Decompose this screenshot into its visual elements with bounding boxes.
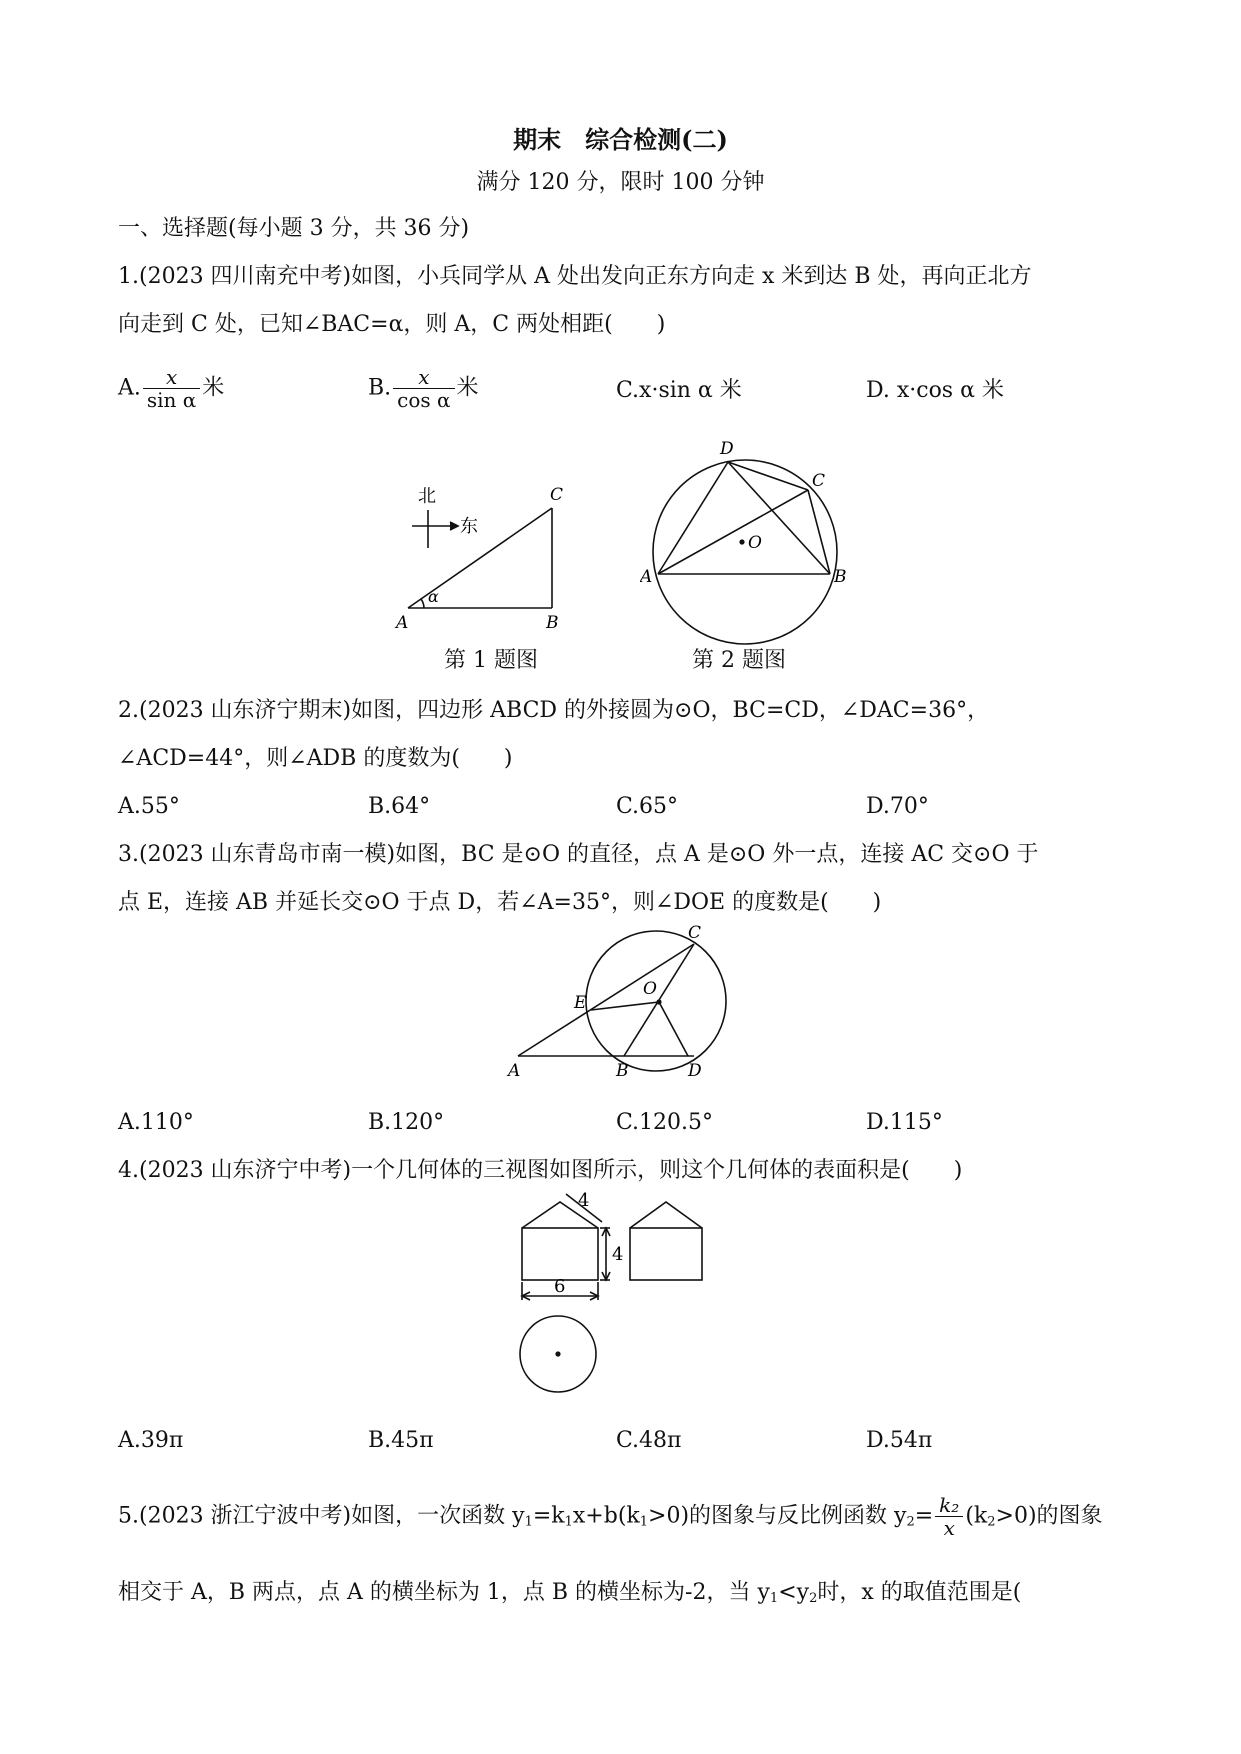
fig1-label-c: C <box>550 485 564 505</box>
fig2-caption: 第 2 题图 <box>692 648 786 673</box>
q4-option-d: D.54π <box>866 1428 933 1453</box>
q3-option-b: B.120° <box>368 1110 445 1135</box>
q2-stem-line2: ∠ACD=44°，则∠ADB 的度数为( ) <box>118 746 513 771</box>
q5-sub-2a: 2 <box>906 1514 915 1530</box>
q5-text-3: x+b(k <box>572 1503 640 1529</box>
q1-option-a-num: x <box>143 366 200 389</box>
q2-option-c: C.65° <box>616 794 679 819</box>
q5-text-1: 5.(2023 浙江宁波中考)如图，一次函数 y <box>118 1503 525 1529</box>
q1-option-b-fraction <box>393 366 454 411</box>
q1-option-d: D. x·cos α 米 <box>866 378 1004 403</box>
fig3-label-a: A <box>508 1061 521 1081</box>
q1-stem-line2: 向走到 C 处，已知∠BAC=α，则 A，C 两处相距( ) <box>118 312 666 337</box>
q1-option-a-den: sin α <box>146 388 197 412</box>
page-subtitle: 满分 120 分，限时 100 分钟 <box>476 170 765 195</box>
q5-frac-num: k₂ <box>935 1494 963 1517</box>
fig3-label-e: E <box>574 993 587 1013</box>
fig2-label-c: C <box>812 471 826 491</box>
q1-option-b-unit: 米 <box>456 375 479 401</box>
q1-option-a-fraction <box>143 366 200 411</box>
q5-text-6: (k <box>965 1503 988 1529</box>
q5-text-2: =k <box>532 1503 565 1529</box>
q5-line2-sub-1: 1 <box>769 1591 779 1606</box>
fig1-label-b: B <box>546 613 559 633</box>
q5-sub-1a: 1 <box>524 1514 533 1530</box>
q5-text-7: >0)的图象 <box>995 1503 1103 1529</box>
q1-option-b-num: x <box>393 366 454 389</box>
fig3-label-o: O <box>643 979 657 999</box>
q1-option-a-unit: 米 <box>202 375 225 401</box>
q5-line2-sub-2: 2 <box>809 1591 818 1606</box>
fig4-dim-slant: 4 <box>578 1192 590 1211</box>
fig3-label-d: D <box>688 1061 702 1081</box>
q5-stem-line2 <box>118 1578 1021 1614</box>
q5-line2-text-3: 时，x 的取值范围是( <box>817 1580 1022 1605</box>
q5-sub-1b: 1 <box>564 1514 573 1530</box>
page-title: 期末 综合检测(二) <box>513 125 728 154</box>
q1-option-b-den: cos α <box>397 388 451 412</box>
q5-line2-text-2: <y <box>778 1580 810 1605</box>
q2-stem-line1: 2.(2023 山东济宁期末)如图，四边形 ABCD 的外接圆为⊙O，BC=CD，∠DAC=36°， <box>118 698 990 723</box>
q4-option-c: C.48π <box>616 1428 682 1453</box>
fig4-dim-height: 4 <box>612 1244 624 1265</box>
q2-option-d: D.70° <box>866 794 929 819</box>
q2-option-b: B.64° <box>368 794 431 819</box>
q1-stem-line1: 1.(2023 四川南充中考)如图，小兵同学从 A 处出发向正东方向走 x 米到达 B 处，再向正北方 <box>118 264 1032 289</box>
fig2-label-o: O <box>748 533 762 553</box>
fig2-label-b: B <box>834 567 847 587</box>
fig2-label-a: A <box>640 567 653 587</box>
q4-option-a: A.39π <box>118 1428 184 1453</box>
q5-text-5: = <box>914 1503 934 1529</box>
fig4-dim-width: 6 <box>554 1276 566 1297</box>
q3-option-c: C.120.5° <box>616 1110 714 1135</box>
q5-stem-line1 <box>118 1494 1103 1539</box>
q5-frac-den: x <box>943 1516 955 1540</box>
q5-text-4: >0)的图象与反比例函数 y <box>648 1503 907 1529</box>
q3-stem-line1: 3.(2023 山东青岛市南一模)如图，BC 是⊙O 的直径，点 A 是⊙O 外一点，连接 AC 交⊙O 于 <box>118 842 1039 867</box>
figure-2-circle <box>640 430 850 650</box>
q3-stem-line2: 点 E，连接 AB 并延长交⊙O 于点 D，若∠A=35°，则∠DOE 的度数是( ) <box>118 890 882 915</box>
fig3-label-c: C <box>688 924 702 943</box>
section-heading: 一、选择题(每小题 3 分，共 36 分) <box>118 216 470 241</box>
q5-sub-1c: 1 <box>639 1514 649 1530</box>
q1-option-a <box>118 366 224 411</box>
figure-1-triangle <box>390 470 590 640</box>
fig1-north-label: 北 <box>418 486 436 507</box>
q1-option-b <box>368 366 479 411</box>
fig1-east-label: 东 <box>460 516 478 537</box>
figure-4-three-views <box>510 1192 730 1402</box>
q2-option-a: A.55° <box>118 794 180 819</box>
fig1-label-alpha: α <box>428 587 439 606</box>
fig1-label-a: A <box>396 613 409 633</box>
fig3-label-b: B <box>616 1061 629 1081</box>
fig1-caption: 第 1 题图 <box>444 648 538 673</box>
q3-option-d: D.115° <box>866 1110 943 1135</box>
q5-fraction <box>935 1494 963 1539</box>
q4-option-b: B.45π <box>368 1428 434 1453</box>
fig2-label-d: D <box>720 439 734 459</box>
q1-option-b-prefix: B. <box>368 375 392 401</box>
q5-sub-2b: 2 <box>987 1514 996 1530</box>
q4-stem: 4.(2023 山东济宁中考)一个几何体的三视图如图所示，则这个几何体的表面积是( ) <box>118 1158 963 1183</box>
q1-option-c: C.x·sin α 米 <box>616 378 742 403</box>
q1-option-a-prefix: A. <box>118 375 141 401</box>
figure-3-circle <box>500 924 750 1084</box>
q5-line2-text-1: 相交于 A，B 两点，点 A 的横坐标为 1，点 B 的横坐标为-2，当 y <box>118 1580 770 1605</box>
q3-option-a: A.110° <box>118 1110 194 1135</box>
